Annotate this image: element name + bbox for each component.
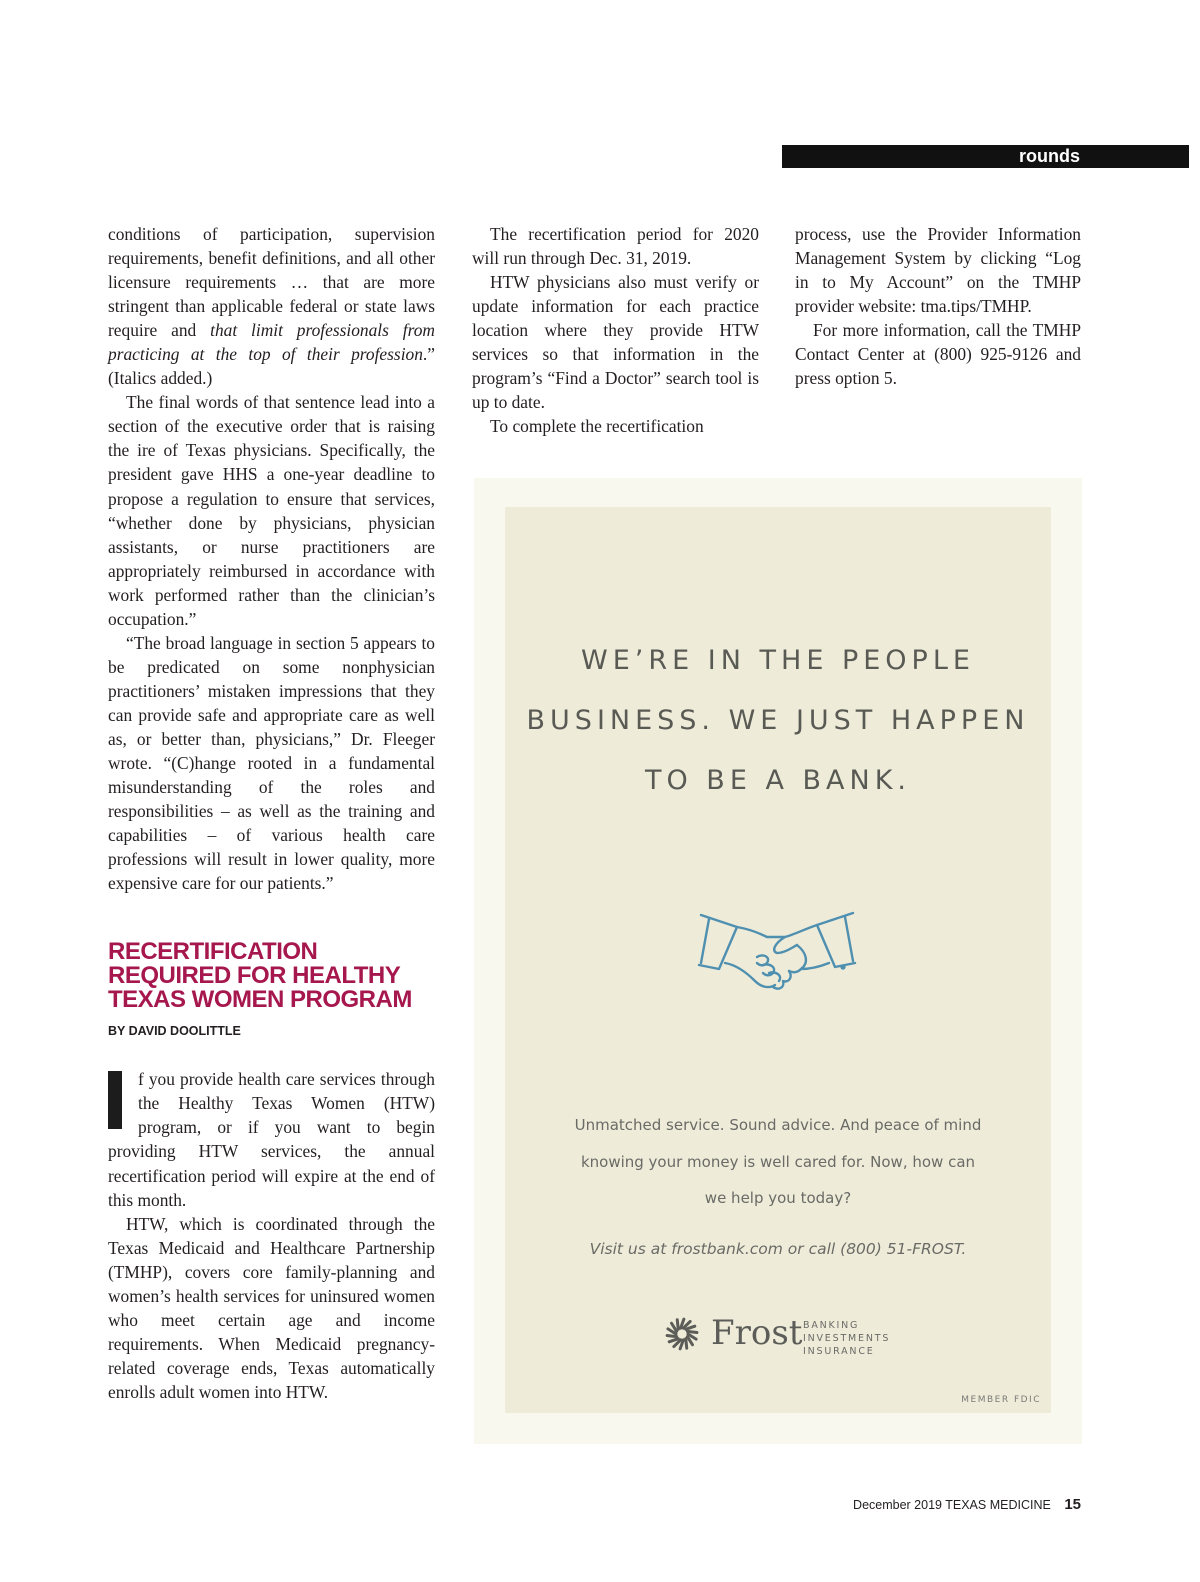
paragraph: The final words of that sentence lead into a section of the executive order that is raising the ire of Texas physicians. Specifically, the president gave HHS a one-year deadline to propose a regulation to ensure that services, “whether done by physicians, physician assistants, or nurse practitioners are appropriately reimbursed in accordance with work performed rather than the clinician’s occupation.” xyxy=(108,392,435,629)
paragraph: The recertification period for 2020 will run through Dec. 31, 2019. xyxy=(472,224,759,269)
publication-name: TEXAS MEDICINE xyxy=(945,1498,1051,1512)
drop-cap-i xyxy=(108,1071,122,1129)
paragraph-text: .” (Italics added.) xyxy=(108,344,435,389)
logo-ray xyxy=(686,1339,687,1349)
logo-ray xyxy=(677,1320,678,1330)
article-column-2 xyxy=(472,222,759,438)
ad-body-line: Unmatched service. Sound advice. And peace of mind xyxy=(574,1116,982,1134)
service-label: INVESTMENTS xyxy=(803,1333,891,1344)
service-label: INSURANCE xyxy=(803,1346,875,1357)
section-label: rounds xyxy=(1019,146,1080,166)
paragraph xyxy=(108,222,435,390)
byline: BY DAVID DOOLITTLE xyxy=(108,1024,241,1039)
paragraph: HTW, which is coordinated through the Texas Medicaid and Healthcare Partnership (TMHP), covers core family-planning and women’s health services for uninsured women who meet certain age and income requirements. When Medicaid pregnancy-related coverage ends, Texas automatically enrolls adult women into HTW. xyxy=(108,1213,435,1402)
handshake-icon xyxy=(697,907,857,997)
page-footer xyxy=(853,1496,1081,1513)
fdic-notice: MEMBER FDIC xyxy=(961,1395,1041,1405)
service-label: BANKING xyxy=(803,1320,860,1331)
article-column-1 xyxy=(108,222,435,1404)
page-number: 15 xyxy=(1064,1496,1081,1513)
ad-contact-line: Visit us at frostbank.com or call (800) 51-FROST. xyxy=(589,1240,967,1258)
paragraph-text: conditions of participation, supervision requirements, benefit definitions, and all other licensure requirements … that are more stringent than applicable federal or state laws require and xyxy=(108,224,435,341)
ad-headline xyxy=(505,631,1051,811)
italic-text: that limit professionals from practicing at the top of their profession xyxy=(108,320,435,365)
issue-date: December 2019 xyxy=(853,1498,942,1512)
logo-ray xyxy=(669,1339,678,1342)
headline-line: TEXAS WOMEN PROGRAM xyxy=(108,986,412,1014)
ad-body-line: we help you today? xyxy=(704,1189,852,1207)
ad-body-line: knowing your money is well cared for. Now, how can xyxy=(580,1152,976,1171)
frost-starburst-icon xyxy=(665,1317,699,1351)
logo-ray xyxy=(667,1335,677,1336)
ad-headline-line: TO BE A BANK. xyxy=(644,765,912,796)
article-column-3 xyxy=(795,222,1081,390)
paragraph: process, use the Provider Information Management System by clicking “Log in to My Account” on the TMHP provider website: tma.tips/TMHP. xyxy=(795,224,1081,317)
paragraph: For more information, call the TMHP Contact Center at (800) 925-9126 and press option 5. xyxy=(795,320,1081,389)
logo-ray xyxy=(687,1331,697,1332)
paragraph xyxy=(108,1067,435,1211)
article-headline xyxy=(108,940,435,1012)
ad-headline-line: WE’RE IN THE PEOPLE xyxy=(581,645,975,676)
frost-wordmark: Frost xyxy=(711,1313,803,1353)
headline-line: RECERTIFICATION xyxy=(108,938,318,966)
paragraph-text: f you provide health care services through the Healthy Texas Women (HTW) program, or if you want to begin providing HTW services, the annual recertification period will expire at the end of this month. xyxy=(108,1069,435,1210)
section-header-bar xyxy=(782,145,1189,168)
logo-ray xyxy=(686,1326,695,1329)
paragraph: HTW physicians also must verify or update information for each practice location where they provide HTW services so that information in the program’s “Find a Doctor” search tool is up to date. xyxy=(472,272,759,413)
ad-headline-line: BUSINESS. WE JUST HAPPEN xyxy=(526,705,1030,736)
paragraph: “The broad language in section 5 appears to be predicated on some nonphysician practitioners’ mistaken impressions that they can provide safe and appropriate care as well as, or better than, physicians,” Dr. Fleeger wrote. “(C)hange rooted in a fundamental misunderstanding of the roles and responsibilities – as well as the training and capabilities – of various health care professions will result in lower quality, more expensive care for our patients.” xyxy=(108,632,435,894)
ad-body-copy xyxy=(545,1107,1011,1217)
frost-services xyxy=(803,1319,890,1358)
paragraph: To complete the recertification xyxy=(490,416,704,437)
headline-line: REQUIRED FOR HEALTHY xyxy=(108,962,401,990)
frost-advertisement xyxy=(505,507,1051,1413)
